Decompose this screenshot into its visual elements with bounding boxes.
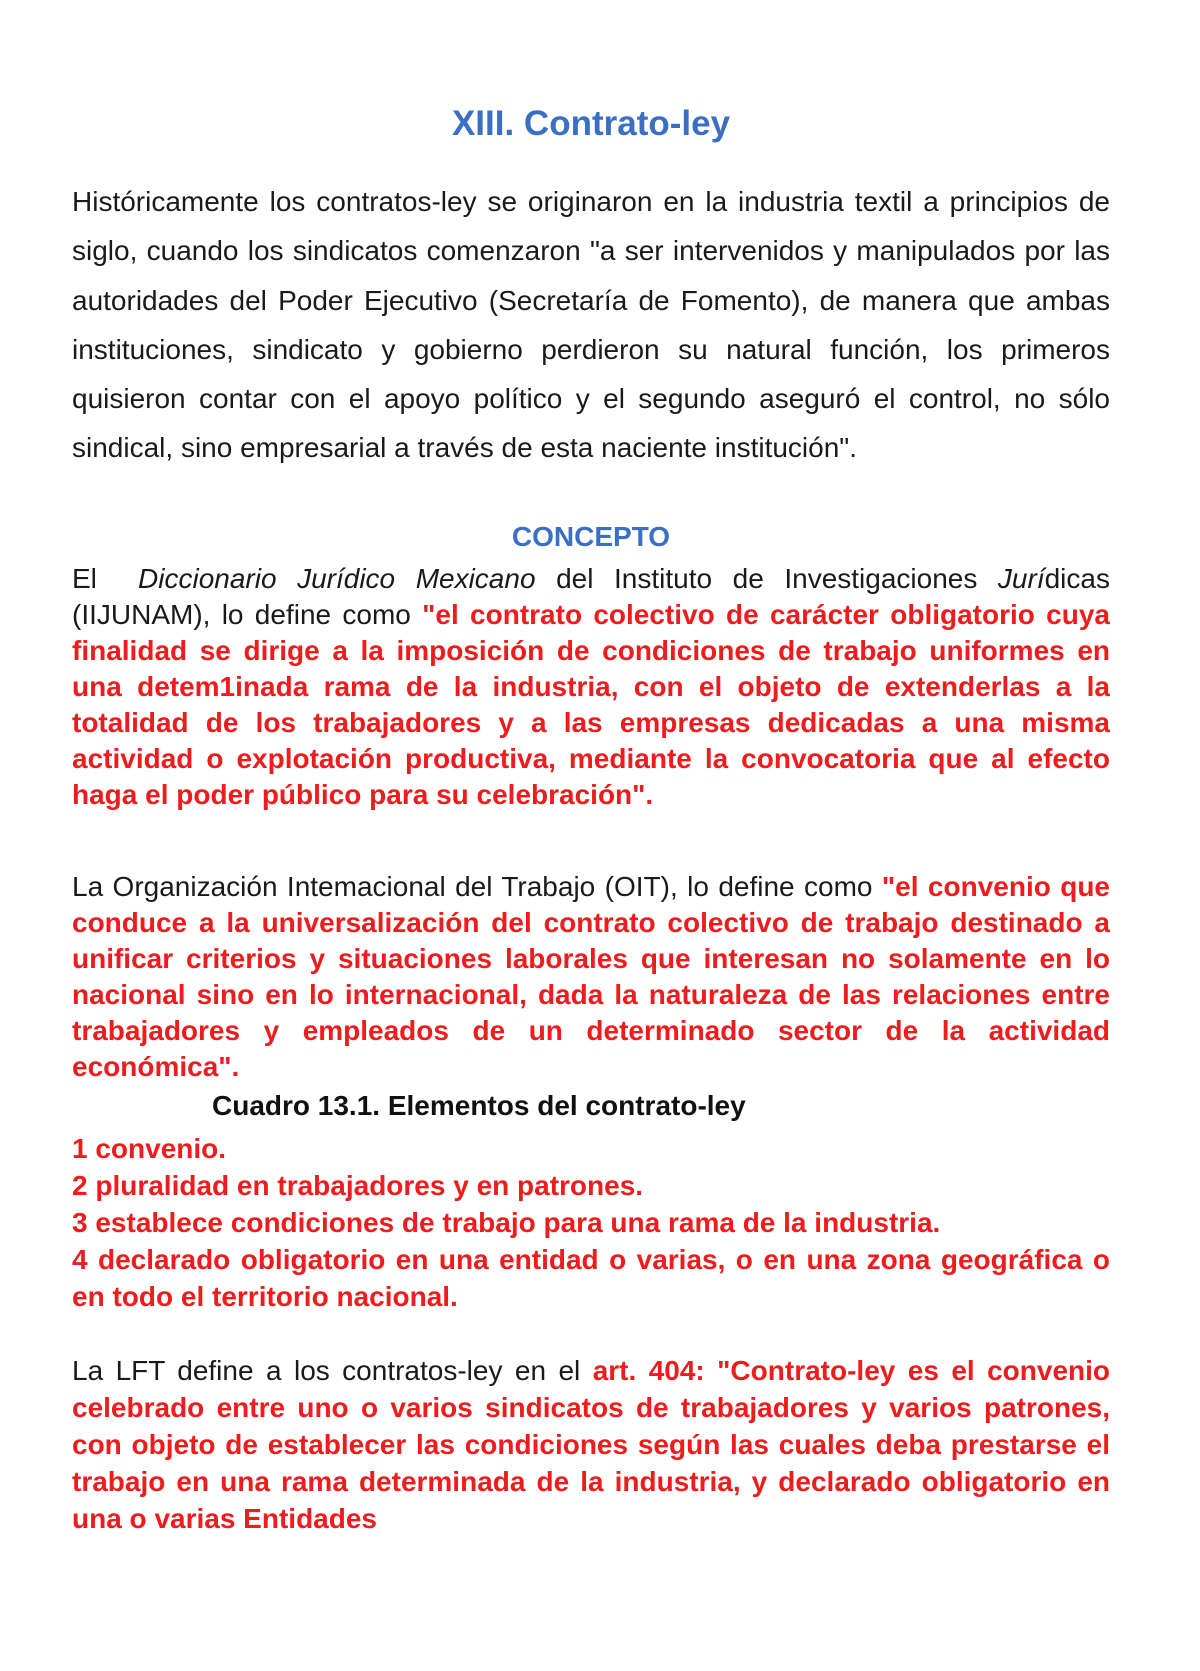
lft-lead: La LFT define a los contratos-ley en el	[72, 1355, 581, 1386]
dictionary-definition: "el contrato colectivo de carácter obligatorio cuya finalidad se dirige a la imposición de condiciones de trabajo uniformes en una detem1inada rama de la industria, con el objeto de extenderlas a la totalidad de los trabajadores y a las empresas dedicadas a una misma actividad o explotación productiva, mediante la convocatoria que al efecto haga el poder público para su celebración".	[72, 599, 1110, 810]
list-item: 1 convenio.	[72, 1133, 227, 1164]
lft-paragraph	[72, 1352, 1110, 1537]
lft-definition: art. 404: "Contrato-ley es el convenio celebrado entre uno o varios sindicatos de trabajadores y varios patrones, con objeto de establecer las condiciones según las cuales deba prestarse el trabajo en una rama determinada de la industria, y declarado obligatorio en una o varias Entidades	[72, 1355, 1111, 1534]
dictionary-lead: El	[72, 563, 97, 594]
intro-paragraph: Históricamente los contratos-ley se originaron en la industria textil a principios de siglo, cuando los sindicatos comenzaron "a ser intervenidos y manipulados por las autoridades del Poder Ejecutivo (Secretaría de Fomento), de manera que ambas instituciones, sindicato y gobierno perdieron su natural función, los primeros quisieron contar con el apoyo político y el segundo aseguró el control, no sólo sindical, sino empresarial a través de esta naciente institución".	[72, 186, 1110, 464]
dictionary-title: Diccionario Jurídico Mexicano	[138, 563, 536, 594]
dictionary-tail: dicas (IIJUNAM), lo define como	[72, 563, 1110, 630]
elements-list	[72, 1130, 1110, 1315]
list-item: 3 establece condiciones de trabajo para una rama de la industria.	[72, 1207, 941, 1238]
cuadro-title: Cuadro 13.1. Elementos del contrato-ley	[212, 1090, 746, 1121]
oit-lead: La Organización Intemacional del Trabajo (OIT), lo define como	[72, 871, 873, 902]
list-item: 2 pluralidad en trabajadores y en patrones.	[72, 1170, 644, 1201]
list-item: 4 declarado obligatorio en una entidad o varias, o en una zona geográfica o en todo el territorio nacional.	[72, 1244, 1110, 1312]
concept-paragraph-oit	[72, 869, 1110, 1085]
page-title: XIII. Contrato-ley	[451, 104, 731, 143]
concept-paragraph-dictionary	[72, 561, 1110, 813]
dictionary-juri: Jurí	[997, 563, 1045, 594]
oit-definition: "el convenio que conduce a la universalización del contrato colectivo de trabajo destinado a unificar criterios y situaciones laborales que interesan no solamente en lo nacional sino en lo internacional, dada la naturaleza de las relaciones entre trabajadores y empleados de un determinado sector de la actividad económica".	[72, 871, 1111, 1082]
concept-heading: CONCEPTO	[511, 521, 671, 552]
dictionary-institute: del Instituto de Investigaciones	[556, 563, 978, 594]
